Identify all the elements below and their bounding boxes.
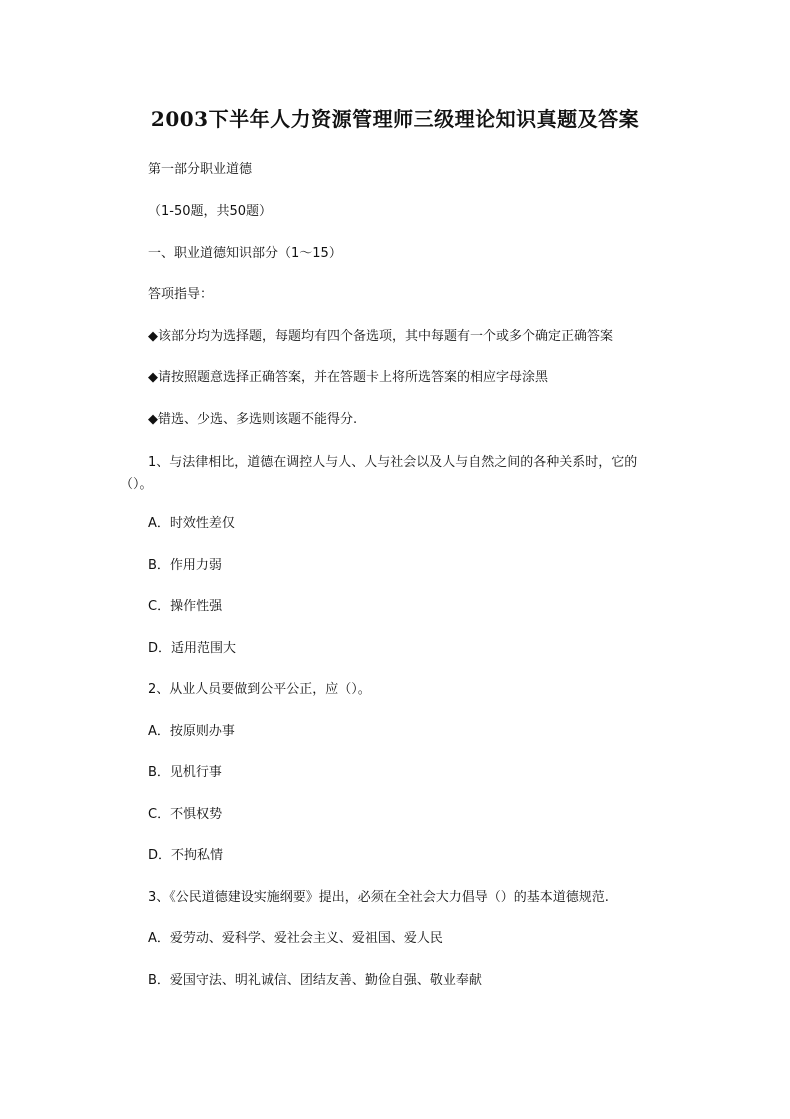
question-stem: 1、与法律相比，道德在调控人与人、人与社会以及人与自然之间的各种关系时，它的（）。 xyxy=(120,455,638,492)
answer-option: B．作用力弱 xyxy=(148,558,222,573)
question-stem: 2、从业人员要做到公平公正，应（）。 xyxy=(148,682,371,697)
answer-option: D．不拘私情 xyxy=(148,848,224,863)
answer-option: D．适用范围大 xyxy=(148,641,237,656)
document-title: 2003下半年人力资源管理师三级理论知识真题及答案 xyxy=(150,107,640,131)
guide-item: ◆请按照题意选择正确答案，并在答题卡上将所选答案的相应字母涂黑 xyxy=(148,370,548,385)
answer-option: A．爱劳动、爱科学、爱社会主义、爱祖国、爱人民 xyxy=(148,931,443,946)
question-range: （1-50题，共50题） xyxy=(148,204,273,219)
guide-heading: 答项指导： xyxy=(148,287,214,302)
answer-option: A．时效性差仅 xyxy=(148,516,235,531)
section-heading: 第一部分职业道德 xyxy=(148,162,253,177)
answer-option: C．操作性强 xyxy=(148,599,223,614)
answer-option: B．见机行事 xyxy=(148,765,222,780)
guide-item: ◆错选、少选、多选则该题不能得分. xyxy=(148,412,358,427)
question-stem: 3、《公民道德建设实施纲要》提出，必须在全社会大力倡导（）的基本道德规范. xyxy=(148,890,609,905)
answer-option: C．不惧权势 xyxy=(148,807,223,822)
answer-option: B．爱国守法、明礼诚信、团结友善、勤俭自强、敬业奉献 xyxy=(148,973,482,988)
answer-option: A．按原则办事 xyxy=(148,724,235,739)
guide-item: ◆该部分均为选择题，每题均有四个备选项，其中每题有一个或多个确定正确答案 xyxy=(148,329,613,344)
part-heading: 一、职业道德知识部分（1～15） xyxy=(148,246,342,261)
